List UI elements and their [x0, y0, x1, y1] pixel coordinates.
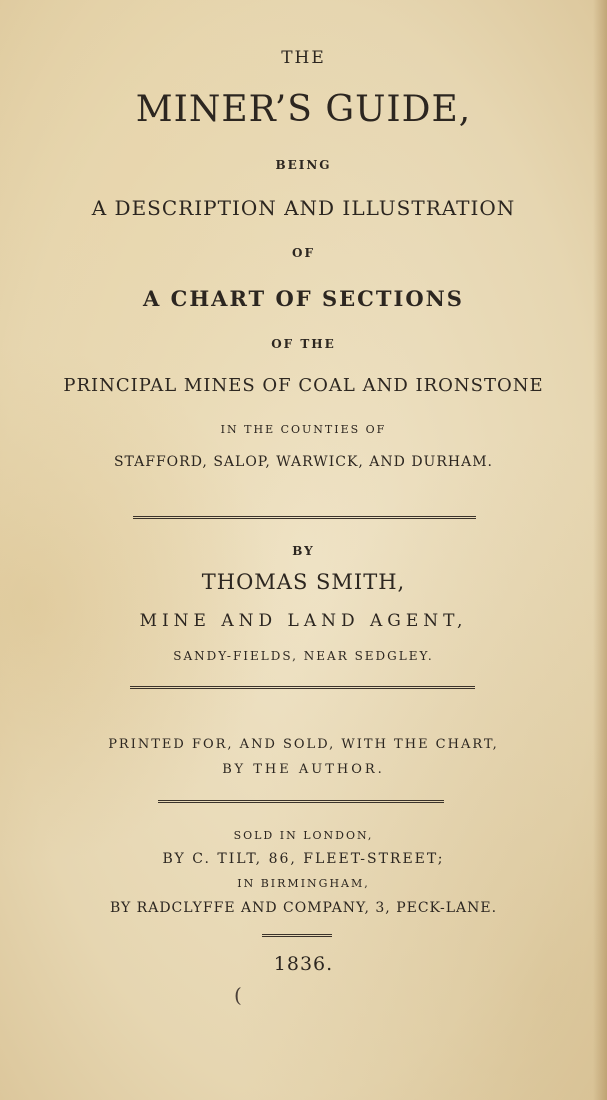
the-line: THE [281, 48, 326, 68]
of-line: OF [292, 246, 315, 260]
subtitle-mines: PRINCIPAL MINES OF COAL AND IRONSTONE [63, 375, 544, 396]
being-line: BEING [275, 158, 332, 172]
printed-line-1: PRINTED FOR, AND SOLD, WITH THE CHART, [108, 737, 499, 752]
counties-line: STAFFORD, SALOP, WARWICK, AND DURHAM. [113, 454, 494, 470]
sold-line-2: BY C. TILT, 86, FLEET-STREET; [162, 851, 445, 867]
of-the-line: OF THE [271, 337, 336, 351]
book-title: MINER’S GUIDE, [135, 89, 472, 130]
page-edge-shadow [593, 0, 607, 1100]
author-role: MINE AND LAND AGENT, [139, 611, 468, 631]
ink-mark: ( [234, 983, 242, 1007]
in-counties-line: IN THE COUNTIES OF [220, 423, 387, 436]
divider-2 [130, 686, 475, 689]
sold-line-4: BY RADCLYFFE AND COMPANY, 3, PECK-LANE. [109, 900, 498, 916]
subtitle-description: A DESCRIPTION AND ILLUSTRATION [91, 196, 516, 220]
printed-line-2: BY THE AUTHOR. [222, 762, 385, 777]
subtitle-chart: A CHART OF SECTIONS [143, 286, 464, 311]
by-line: BY [292, 544, 315, 558]
year-line: 1836. [273, 953, 334, 975]
divider-3 [158, 800, 444, 803]
divider-4 [262, 934, 332, 937]
sold-line-3: IN BIRMINGHAM, [237, 877, 370, 890]
author-name: THOMAS SMITH, [201, 570, 406, 594]
author-location: SANDY-FIELDS, NEAR SEDGLEY. [173, 649, 434, 663]
divider-1 [133, 516, 476, 519]
sold-line-1: SOLD IN LONDON, [233, 829, 374, 842]
